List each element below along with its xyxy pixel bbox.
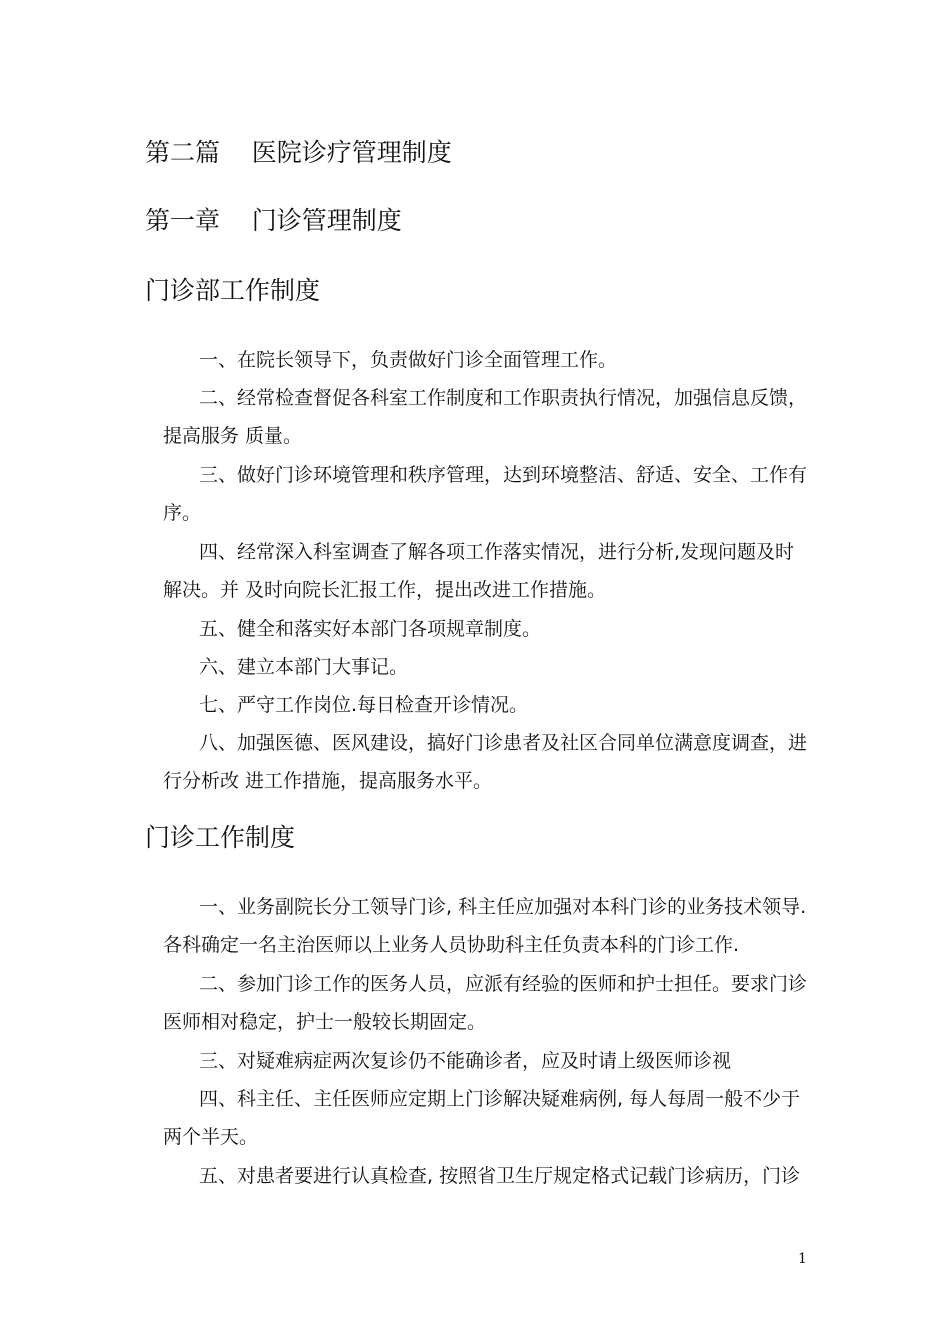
- page-number: 1: [798, 1251, 807, 1267]
- paragraph: 七、严守工作岗位.每日检查开诊情况。: [199, 694, 529, 716]
- paragraph: 六、建立本部门大事记。: [199, 656, 409, 678]
- paragraph: 三、对疑难病症两次复诊仍不能确诊者，应及时请上级医师诊视: [199, 1050, 732, 1072]
- paragraph: 二、经常检查督促各科室工作制度和工作职责执行情况，加强信息反馈，提高服务 质量。: [163, 387, 808, 447]
- paragraph: 二、参加门诊工作的医务人员，应派有经验的医师和护士担任。要求门诊医师相对稳定，护士一般较长期固定。: [163, 973, 808, 1033]
- section-title-outpatient-department: 门诊部工作制度: [145, 276, 321, 305]
- paragraph: 一、在院长领导下，负责做好门诊全面管理工作。: [199, 349, 618, 371]
- paragraph: 一、业务副院长分工领导门诊, 科主任应加强对本科门诊的业务技术领导.各科确定一名主治医师以上业务人员协助科主任负责本科的门诊工作.: [163, 896, 807, 956]
- paragraph: 五、对患者要进行认真检查, 按照省卫生厅规定格式记载门诊病历，门诊: [199, 1165, 801, 1187]
- paragraph: 三、做好门诊环境管理和秩序管理，达到环境整洁、舒适、安全、工作有序。: [163, 464, 808, 524]
- paragraph: 四、经常深入科室调查了解各项工作落实情况，进行分析,发现问题及时解决。并 及时向院长汇报工作，提出改进工作措施。: [163, 541, 795, 601]
- paragraph: 八、加强医德、医风建设，搞好门诊患者及社区合同单位满意度调查，进行分析改 进工作措施，提高服务水平。: [163, 732, 808, 792]
- part-title: 第二篇 医院诊疗管理制度: [145, 138, 452, 167]
- chapter-title: 第一章 门诊管理制度: [145, 206, 402, 235]
- section-title-outpatient-work: 门诊工作制度: [145, 823, 296, 852]
- paragraph: 五、健全和落实好本部门各项规章制度。: [199, 618, 542, 640]
- paragraph: 四、科主任、主任医师应定期上门诊解决疑难病例, 每人每周一般不少于两个半天。: [163, 1088, 801, 1148]
